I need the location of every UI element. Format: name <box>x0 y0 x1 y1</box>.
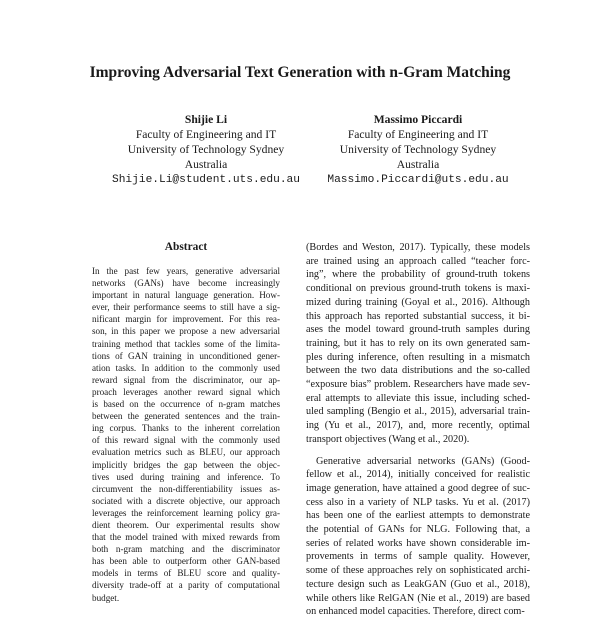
author-email[interactable]: Massimo.Piccardi@uts.edu.au <box>327 174 509 186</box>
author-affiliation: Faculty of Engineering and IT <box>135 128 277 141</box>
text-line: of this reward signal with the commonly used <box>92 435 280 446</box>
abstract-heading: Abstract <box>164 241 208 253</box>
text-line: proach leverages another reward signal which <box>92 386 280 397</box>
text-line: between the generated sentences and the train- <box>92 411 280 422</box>
text-line: tecture design such as LeakGAN (Guo et al., 2018), <box>306 578 530 590</box>
text-line: ing corpus. Thanks to the inherent correlation <box>92 423 280 434</box>
text-line: provements in terms of sample quality. However, <box>306 551 530 563</box>
text-line: ation tasks. In addition to the commonly used <box>92 362 280 373</box>
text-line: (Bordes and Weston, 2017). Typically, these models <box>306 242 530 253</box>
author-country: Australia <box>396 158 440 171</box>
text-line: diversity trade-off at a parity of computational <box>92 580 280 591</box>
text-line: reward signal from the discriminator, our ap- <box>92 374 280 385</box>
author-university: University of Technology Sydney <box>339 143 497 156</box>
text-line: training method that tackles some of the limita- <box>92 338 280 349</box>
text-line: between the two data distributions and the so-called <box>306 365 530 377</box>
body-paragraph-2 <box>306 455 530 619</box>
text-line: eral attempts to alleviate this issue, including sched- <box>306 392 530 404</box>
text-line: this approach has reported substantial success, it bi- <box>306 310 530 322</box>
text-line: series of related works have shown considerable im- <box>306 537 530 549</box>
text-line: has been one of the earliest attempts to demonstrate <box>306 510 530 522</box>
text-line: ples during inference, often resulting in a mismatch <box>306 351 530 363</box>
text-line: models in terms of BLEU score and quality- <box>92 568 280 579</box>
text-line: leverages the reinforcement learning policy gra- <box>92 507 280 518</box>
text-line: nificant margin for improvement. For this rea- <box>92 314 280 325</box>
text-line: training, but it has to rely on its own generated sam- <box>306 337 530 349</box>
text-line: In the past few years, generative adversarial <box>92 266 280 276</box>
text-line: ever, their performance seems to still have a sig- <box>92 302 280 313</box>
text-line: while others like RelGAN (Nie et al., 2019) are based <box>306 592 530 604</box>
text-line: that the model trained with mixed rewards from <box>92 532 280 543</box>
text-line: evaluation metrics such as BLEU, our approach <box>92 447 280 458</box>
author-block-1 <box>96 112 316 188</box>
text-line: is based on the occurrence of n-gram matches <box>92 399 280 410</box>
text-line: transport objectives (Wang et al., 2020). <box>306 433 470 445</box>
text-line: the potential of GANs for NLG. Following that, a <box>306 524 530 536</box>
text-line: has been able to outperform other GAN-based <box>92 556 280 567</box>
text-line: are trained using an approach called “teacher forc- <box>306 255 530 267</box>
paper-title: Improving Adversarial Text Generation with n-Gram Matching <box>89 64 511 81</box>
author-country: Australia <box>184 158 228 171</box>
author-email[interactable]: Shijie.Li@student.uts.edu.au <box>112 174 300 186</box>
text-line: circumvent the non-differentiability issues as- <box>92 483 280 494</box>
abstract-body <box>92 265 280 604</box>
text-line: conditional on previous ground-truth tokens is maxi- <box>306 283 530 295</box>
text-line: uled sampling (Bengio et al., 2015), adversarial train- <box>306 406 530 418</box>
text-line: image generation, have attained a good degree of suc- <box>306 482 530 494</box>
text-line: sociated with a discrete objective, our approach <box>92 495 280 506</box>
body-paragraph-1 <box>306 241 530 447</box>
text-line: dient theorem. Our experimental results show <box>92 519 280 530</box>
text-line: ing (Yu et al., 2017), and, more recently, optimal <box>306 420 530 432</box>
text-line: some of these approaches rely on sophisticated archi- <box>306 565 530 577</box>
text-line: cess also in a variety of NLP tasks. Yu et al. (2017) <box>306 496 530 508</box>
text-line: tives used during training and inference. To <box>92 471 280 482</box>
text-line: both n-gram matching and the discriminator <box>92 544 280 555</box>
text-line: implicitly bridges the gap between the objec- <box>92 459 280 470</box>
right-column <box>306 241 530 619</box>
text-line: Generative adversarial networks (GANs) (Good- <box>316 455 530 467</box>
text-line: important in natural language generation. How- <box>92 290 280 301</box>
text-line: on enhanced model capacities. Therefore, direct com- <box>306 606 525 618</box>
author-university: University of Technology Sydney <box>127 143 285 156</box>
text-line: fellow et al., 2014), initially conceived for realistic <box>306 469 530 481</box>
text-line: ases the model toward ground-truth samples during <box>306 324 530 336</box>
text-line: networks (GANs) have become increasingly <box>92 278 280 289</box>
text-line: ing”, where the probability of ground-truth tokens <box>306 269 530 281</box>
author-name: Shijie Li <box>184 113 228 126</box>
text-line: tions of GAN training in unconditioned gener- <box>92 350 280 361</box>
author-affiliation: Faculty of Engineering and IT <box>347 128 489 141</box>
text-line: mized during training (Goyal et al., 2016). Although <box>306 296 530 308</box>
text-line: budget. <box>92 592 120 603</box>
author-name: Massimo Piccardi <box>373 113 463 126</box>
author-block-2 <box>318 112 518 188</box>
text-line: son, in this paper we propose a new adversarial <box>92 326 280 337</box>
text-line: “exposure bias” problem. Researchers have made sev- <box>306 379 530 391</box>
